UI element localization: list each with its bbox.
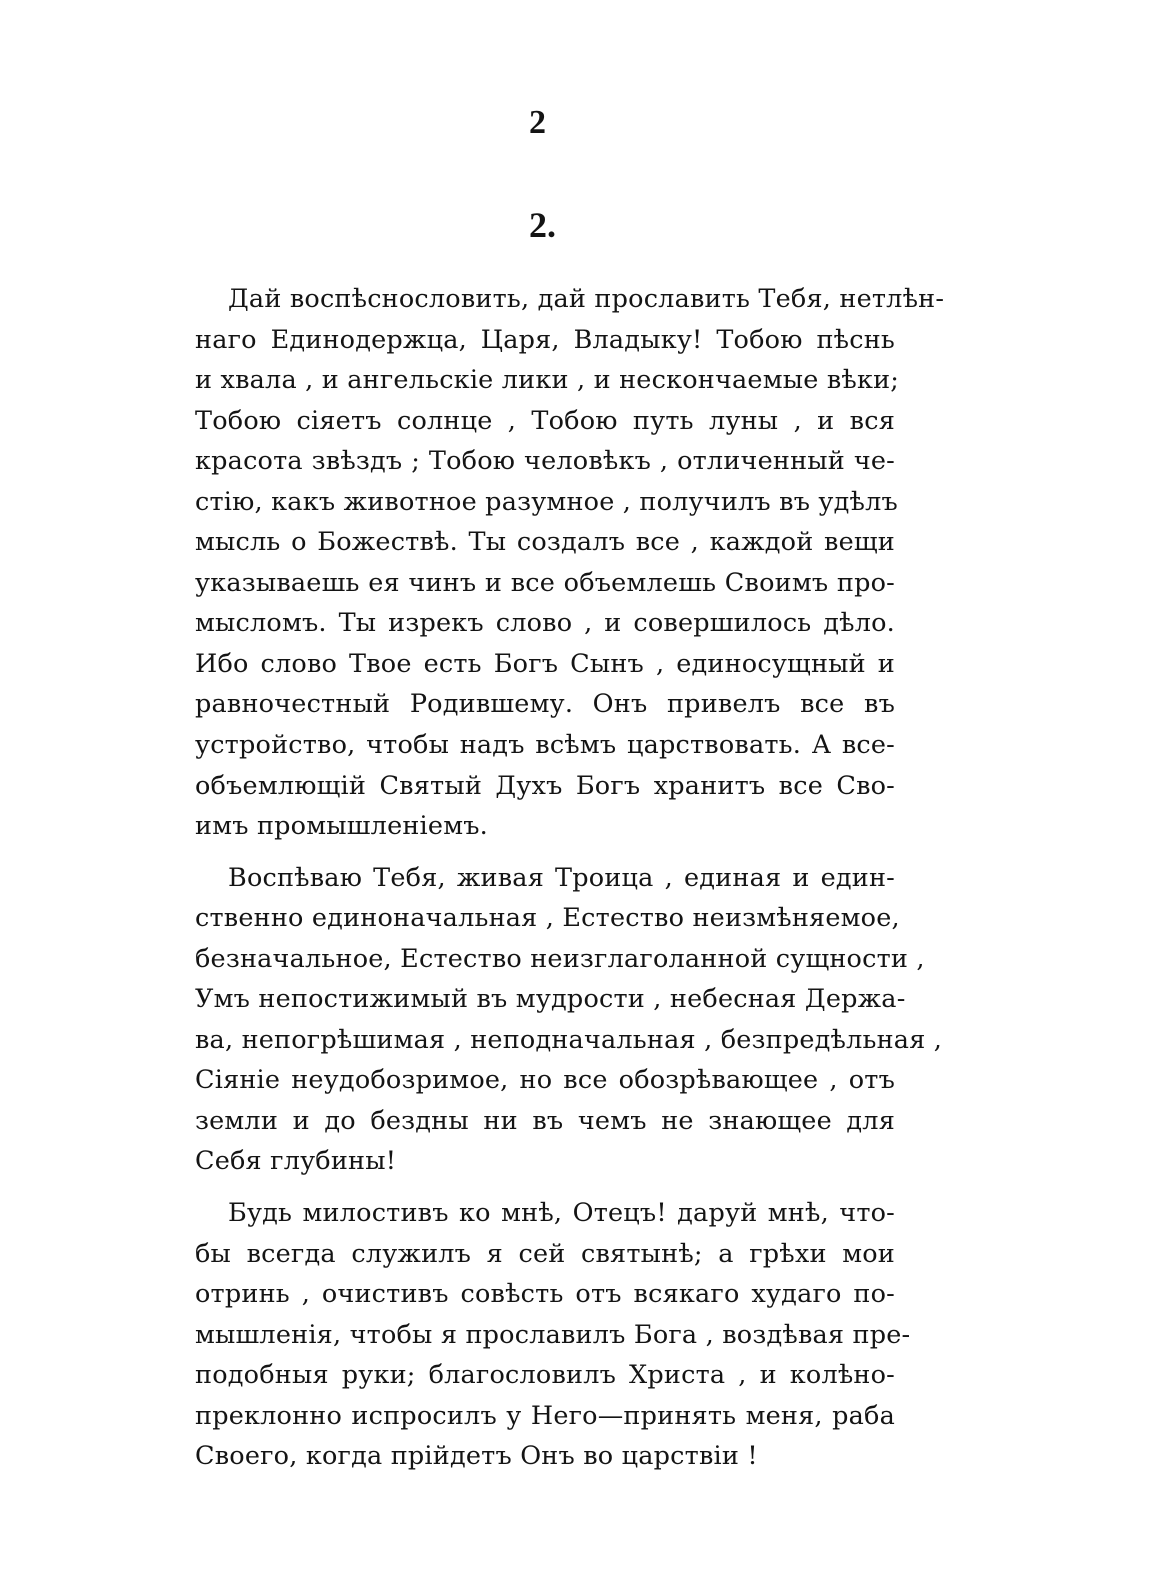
text-line: красота звѣздъ ; Тобою человѣкъ , отличенный че- bbox=[195, 446, 895, 477]
text-line: равночестный Родившему. Онъ привелъ все въ bbox=[195, 689, 895, 720]
text-line: устройство, чтобы надъ всѣмъ царствовать. А все- bbox=[195, 730, 895, 761]
body-text bbox=[195, 279, 945, 1477]
text-line: подобныя руки; благословилъ Христа , и колѣно- bbox=[195, 1360, 895, 1391]
text-line: ственно единоначальная , Естество неизмѣняемое, bbox=[195, 903, 900, 934]
text-line: Умъ непостижимый въ мудрости , небесная Держа- bbox=[195, 984, 906, 1015]
text-line: имъ промышленіемъ. bbox=[195, 811, 488, 842]
text-line: Дай воспѣснословить, дай прославить Тебя, нетлѣн- bbox=[228, 284, 945, 314]
text-line: Тобою сіяетъ солнце , Тобою путь луны , и вся bbox=[195, 405, 895, 436]
text-line: Будь милостивъ ко мнѣ, Отецъ! даруй мнѣ, что- bbox=[228, 1198, 895, 1229]
text-line: Себя глубины! bbox=[195, 1146, 397, 1177]
text-line: указываешь ея чинъ и все объемлешь Своимъ про- bbox=[195, 567, 895, 598]
paragraph-3 bbox=[195, 1193, 911, 1477]
text-line: мысломъ. Ты изрекъ слово , и совершилось дѣло. bbox=[195, 608, 895, 639]
text-line: Сіяніе неудобозримое, но все обозрѣвающее , отъ bbox=[195, 1065, 895, 1096]
text-line: Ибо слово Твое есть Богъ Сынъ , единосущный и bbox=[195, 648, 895, 679]
text-line: стію, какъ животное разумное , получилъ въ удѣлъ bbox=[195, 486, 898, 517]
text-line: объемлющій Святый Духъ Богъ хранитъ все Сво- bbox=[195, 770, 895, 801]
text-line: мышленія, чтобы я прославилъ Бога , воздѣвая пре- bbox=[195, 1319, 911, 1350]
paragraph-gap bbox=[195, 1182, 895, 1193]
text-line: и хвала , и ангельскіе лики , и нескончаемые вѣки; bbox=[195, 365, 900, 396]
paragraph-gap bbox=[195, 847, 895, 858]
text-line: Своего, когда прійдетъ Онъ во царствіи ! bbox=[195, 1441, 758, 1472]
text-line: Воспѣваю Тебя, живая Троица , единая и един- bbox=[228, 862, 895, 893]
section-number: 2. bbox=[529, 205, 556, 245]
paragraph-1 bbox=[195, 279, 945, 847]
page-number: 2 bbox=[529, 104, 546, 141]
text-line: безначальное, Естество неизглаголанной сущности , bbox=[195, 943, 925, 974]
text-line: отринь , очистивъ совѣсть отъ всякаго худаго по- bbox=[195, 1279, 895, 1310]
text-line: преклонно испросилъ у Него—принять меня, раба bbox=[195, 1400, 895, 1431]
text-line: мысль о Божествѣ. Ты создалъ все , каждой вещи bbox=[195, 527, 895, 558]
text-line: ва, непогрѣшимая , неподначальная , безпредѣльная , bbox=[195, 1024, 943, 1055]
text-line: бы всегда служилъ я сей святынѣ; а грѣхи мои bbox=[195, 1238, 895, 1269]
paragraph-2 bbox=[195, 858, 943, 1182]
text-line: земли и до бездны ни въ чемъ не знающее для bbox=[195, 1105, 895, 1136]
text-line: наго Единодержца, Царя, Владыку! Тобою пѣснь bbox=[195, 324, 895, 355]
